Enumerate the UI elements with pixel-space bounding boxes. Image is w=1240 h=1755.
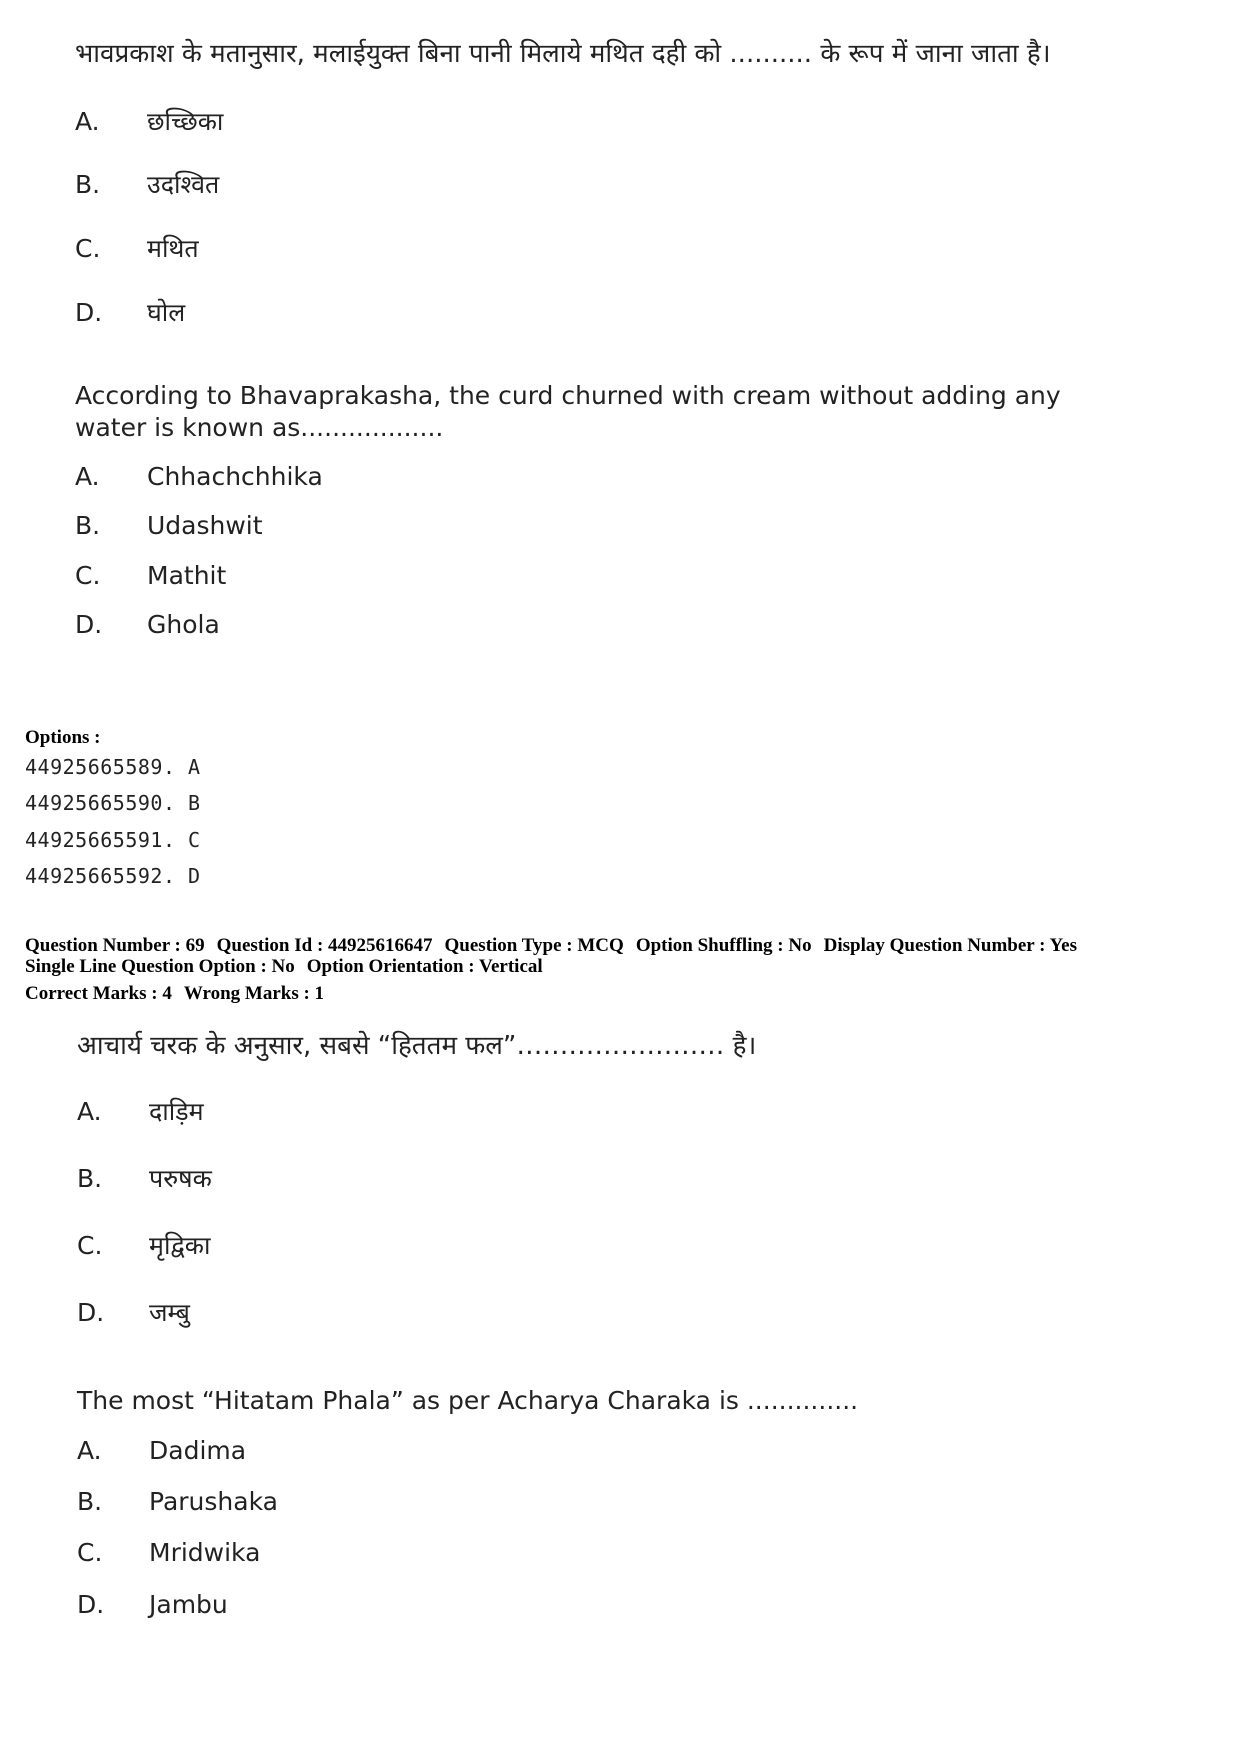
question-68-option-en-b [75, 511, 263, 541]
question-69-option-en-a [77, 1436, 246, 1466]
option-letter: A. [77, 1097, 102, 1126]
option-id-2: 44925665590. B [25, 791, 201, 815]
option-text: Jambu [149, 1590, 228, 1619]
question-68-option-hi-d [75, 298, 185, 328]
option-letter: D. [75, 610, 103, 639]
question-69-option-hi-b [77, 1164, 212, 1194]
option-text: घोल [147, 298, 186, 327]
option-letter: C. [77, 1231, 103, 1260]
option-letter: B. [77, 1164, 103, 1193]
option-text: Chhachchhika [147, 462, 323, 491]
question-68-option-hi-c [75, 234, 199, 264]
question-number: Question Number : 69 [25, 935, 205, 956]
question-69-meta-line-1 [25, 935, 1089, 956]
question-69-stem-hindi: आचार्य चरक के अनुसार, सबसे “हिततम फल”…………………… है। [77, 1031, 757, 1061]
option-text: Udashwit [147, 511, 263, 540]
option-text: Mathit [147, 561, 227, 590]
question-68-stem-hindi: भावप्रकाश के मतानुसार, मलाईयुक्त बिना पानी मिलाये मथित दही को .......... के रूप में जाना जाता है। [75, 39, 1051, 69]
question-69-option-en-c [77, 1538, 260, 1568]
question-69-meta-line-2 [25, 956, 555, 977]
option-id-1: 44925665589. A [25, 755, 201, 779]
question-68-option-en-a [75, 462, 323, 492]
question-68-option-hi-b [75, 170, 219, 200]
option-text: मथित [147, 234, 199, 263]
question-id: Question Id : 44925616647 [216, 935, 433, 956]
option-id-4: 44925665592. D [25, 864, 201, 888]
options-heading: Options : [25, 727, 101, 748]
option-text: Dadima [149, 1436, 247, 1465]
question-69-option-en-b [77, 1487, 278, 1517]
question-69-meta-line-3 [25, 983, 336, 1004]
option-text: जम्बु [149, 1298, 190, 1327]
option-shuffling: Option Shuffling : No [635, 935, 812, 956]
option-orientation: Option Orientation : Vertical [306, 956, 543, 977]
option-letter: B. [75, 511, 101, 540]
option-text: मृद्विका [149, 1231, 211, 1260]
option-text: Mridwika [149, 1538, 261, 1567]
option-letter: D. [77, 1590, 105, 1619]
option-letter: A. [77, 1436, 102, 1465]
option-text: परुषक [149, 1164, 212, 1193]
option-letter: A. [75, 107, 100, 136]
question-68-option-en-c [75, 561, 226, 591]
question-69-option-hi-a [77, 1097, 204, 1127]
option-letter: D. [77, 1298, 105, 1327]
option-id-3: 44925665591. C [25, 828, 201, 852]
question-68-option-hi-a [75, 107, 223, 137]
option-letter: A. [75, 462, 100, 491]
option-letter: C. [77, 1538, 103, 1567]
option-letter: B. [77, 1487, 103, 1516]
option-letter: C. [75, 561, 101, 590]
question-68-option-en-d [75, 610, 220, 640]
correct-marks: Correct Marks : 4 [25, 983, 172, 1004]
question-69-stem-english: The most “Hitatam Phala” as per Acharya Charaka is .............. [77, 1386, 859, 1415]
option-letter: B. [75, 170, 101, 199]
option-text: Ghola [147, 610, 220, 639]
option-letter: D. [75, 298, 103, 327]
option-text: छच्छिका [147, 107, 224, 136]
option-text: दाड़िम [149, 1097, 204, 1126]
option-letter: C. [75, 234, 101, 263]
question-69-option-en-d [77, 1590, 228, 1620]
question-68-stem-english: According to Bhavaprakasha, the curd churned with cream without adding any water is known as.................. [75, 381, 1061, 442]
question-69-option-hi-d [77, 1298, 190, 1328]
display-question-number: Display Question Number : Yes [823, 935, 1077, 956]
option-text: उदश्वित [147, 170, 220, 199]
question-69-option-hi-c [77, 1231, 210, 1261]
option-text: Parushaka [149, 1487, 278, 1516]
single-line-question-option: Single Line Question Option : No [25, 956, 295, 977]
question-type: Question Type : MCQ [444, 935, 624, 956]
wrong-marks: Wrong Marks : 1 [183, 983, 325, 1004]
